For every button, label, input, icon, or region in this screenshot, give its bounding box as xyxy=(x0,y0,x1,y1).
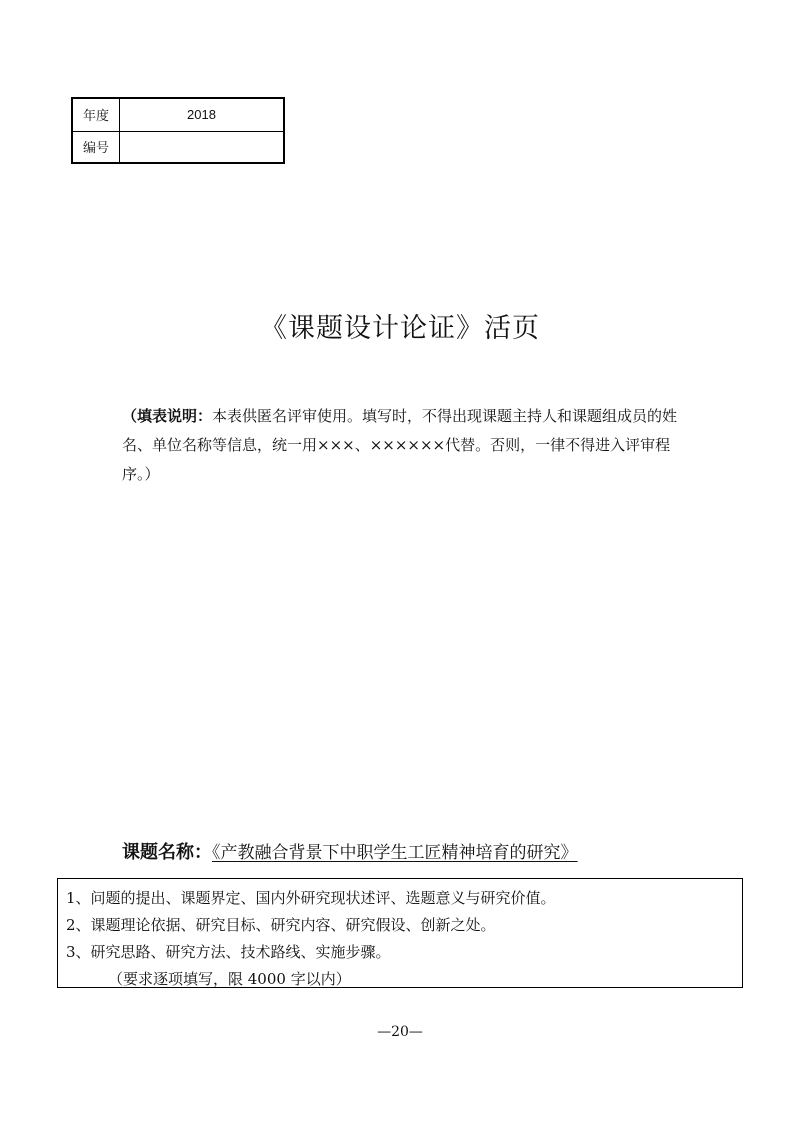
year-value: 2018 xyxy=(187,107,216,123)
year-row xyxy=(73,99,283,131)
page-number: —20— xyxy=(377,1024,423,1040)
requirement-limit: （要求逐项填写，限 4000 字以内） xyxy=(108,970,351,988)
requirement-item-1: 1、问题的提出、课题界定、国内外研究现状述评、选题意义与研究价值。 xyxy=(66,889,556,907)
year-label: 年度 xyxy=(73,99,120,131)
requirement-item-2: 2、课题理论依据、研究目标、研究内容、研究假设、创新之处。 xyxy=(66,916,496,934)
topic-name: 《产教融合背景下中职学生工匠精神培育的研究》 xyxy=(212,843,578,863)
topic-label: 课题名称： xyxy=(122,842,212,863)
number-label: 编号 xyxy=(73,132,120,163)
requirement-item-3: 3、研究思路、研究方法、技术路线、实施步骤。 xyxy=(66,943,391,961)
number-value xyxy=(120,132,283,163)
number-row xyxy=(73,131,283,163)
info-table xyxy=(71,97,285,164)
fill-instructions-head: （填表说明： xyxy=(122,407,213,425)
topic-line xyxy=(122,838,578,864)
fill-instructions xyxy=(122,402,692,489)
page-title: 《课题设计论证》活页 xyxy=(260,313,540,344)
fill-instructions-body: 本表供匿名评审使用。填写时，不得出现课题主持人和课题组成员的姓名、单位名称等信息，统一用×××、××××××代替。否则，一律不得进入评审程序。） xyxy=(122,407,678,483)
requirements-box xyxy=(57,878,743,988)
